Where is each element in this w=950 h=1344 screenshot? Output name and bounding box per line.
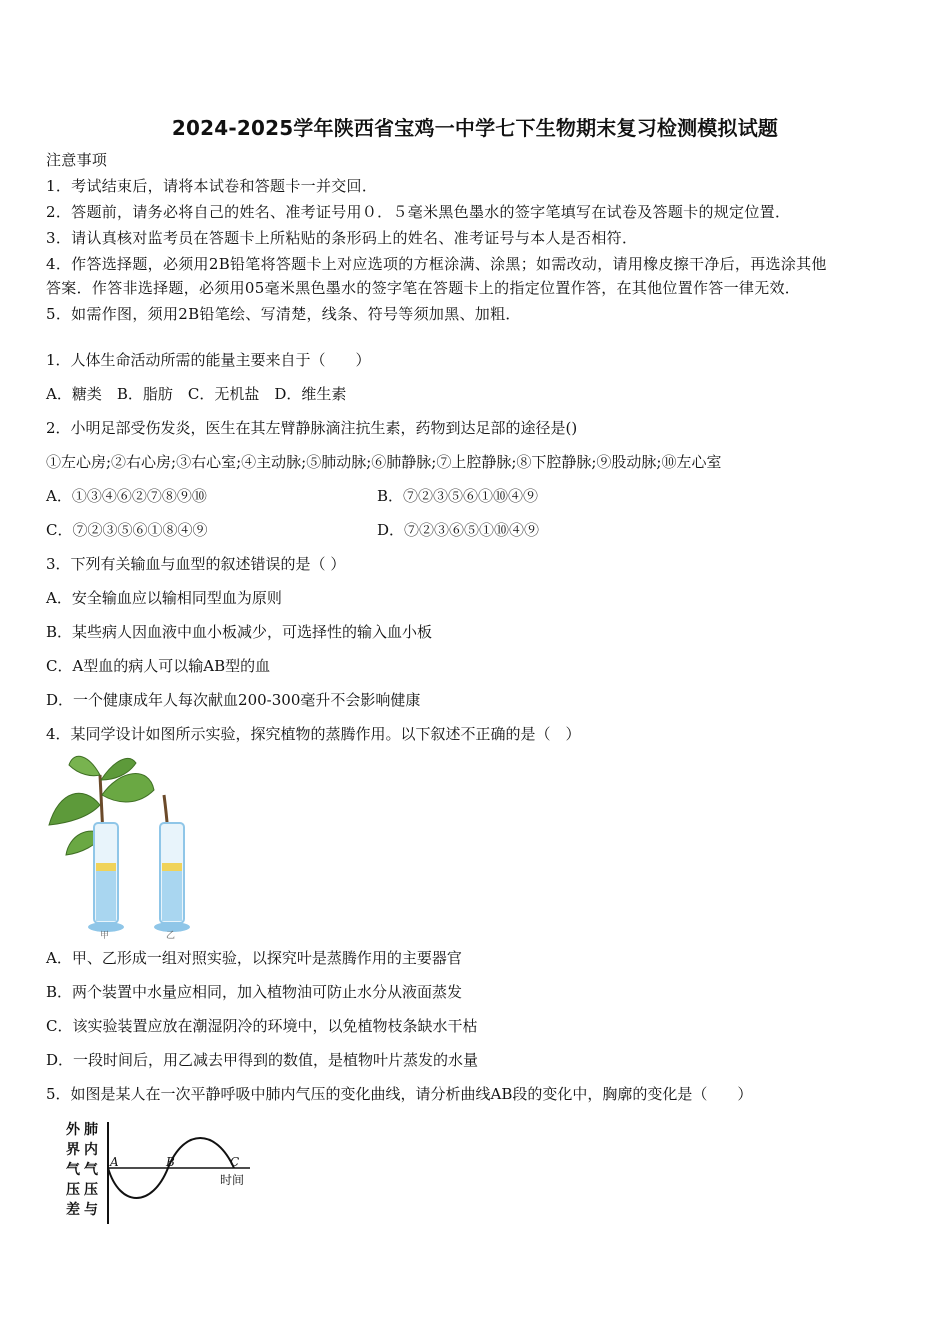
notice-item: 4．作答选择题，必须用2B铅笔将答题卡上对应选项的方框涂满、涂黑；如需改动，请用橡皮擦干净后，再选涂其他 — [46, 255, 827, 273]
question-4-option-d: D．一段时间后，用乙减去甲得到的数值，是植物叶片蒸发的水量 — [46, 1051, 479, 1069]
question-4-stem: 4．某同学设计如图所示实验，探究植物的蒸腾作用。以下叙述不正确的是（ ） — [46, 725, 581, 743]
y-label-left: 界 — [66, 1142, 80, 1158]
question-3-option-b: B．某些病人因血液中血小板减少，可选择性的输入血小板 — [46, 623, 433, 641]
x-axis-label: 时间 — [220, 1173, 245, 1187]
question-3-option-d: D．一个健康成年人每次献血200-300毫升不会影响健康 — [46, 691, 421, 709]
notice-item: 1．考试结束后，请将本试卷和答题卡一并交回． — [46, 177, 378, 195]
question-3-option-a: A．安全输血应以输相同型血为原则 — [46, 589, 282, 607]
lung-pressure-curve-figure — [62, 1118, 257, 1228]
tube-jia — [88, 823, 124, 932]
notice-item: 2．答题前，请务必将自己的姓名、准考证号用０．５毫米黑色墨水的签字笔填写在试卷及答题卡的规定位置． — [46, 203, 791, 221]
y-label-left: 差 — [66, 1202, 80, 1218]
question-2-option-d: D．⑦②③⑥⑤①⑩④⑨ — [377, 521, 540, 539]
question-4-option-a: A．甲、乙形成一组对照实验，以探究叶是蒸腾作用的主要器官 — [46, 949, 462, 967]
question-2-list: ①左心房;②右心房;③右心室;④主动脉;⑤肺动脉;⑥肺静脉;⑦上腔静脉;⑧下腔静脉;⑨股动脉;⑩左心室 — [46, 453, 722, 471]
label-yi: 乙 — [166, 931, 176, 940]
question-1-stem: 1．人体生命活动所需的能量主要来自于（ ） — [46, 351, 371, 369]
y-label-right: 气 — [84, 1162, 98, 1178]
y-label-left: 气 — [66, 1162, 80, 1178]
question-1-options: A．糖类 B．脂肪 C．无机盐 D．维生素 — [46, 385, 347, 403]
y-label-right: 压 — [84, 1182, 98, 1198]
y-label-right: 与 — [84, 1202, 98, 1218]
notice-item: 5．如需作图，须用2B铅笔绘、写清楚，线条、符号等须加黑、加粗． — [46, 305, 521, 323]
tube-yi — [154, 823, 190, 932]
question-2-stem: 2．小明足部受伤发炎，医生在其左臂静脉滴注抗生素，药物到达足部的途径是() — [46, 419, 578, 437]
question-4-option-c: C．该实验装置应放在潮湿阴冷的环境中，以免植物枝条缺水干枯 — [46, 1017, 478, 1035]
y-label-right: 内 — [84, 1142, 98, 1158]
y-label-right: 肺 — [84, 1122, 98, 1138]
question-4-option-b: B．两个装置中水量应相同，加入植物油可防止水分从液面蒸发 — [46, 983, 463, 1001]
label-jia: 甲 — [100, 931, 110, 940]
question-2-option-c: C．⑦②③⑤⑥①⑧④⑨ — [46, 521, 208, 539]
question-2-option-a: A．①③④⑥②⑦⑧⑨⑩ — [46, 487, 207, 505]
question-3-stem: 3．下列有关输血与血型的叙述错误的是（ ） — [46, 555, 346, 573]
y-label-left: 外 — [66, 1122, 80, 1138]
question-5-stem: 5．如图是某人在一次平静呼吸中肺内气压的变化曲线，请分析曲线AB段的变化中，胸廓的变化是（ ） — [46, 1085, 753, 1103]
page-title: 2024-2025学年陕西省宝鸡一中学七下生物期末复习检测模拟试题 — [171, 116, 779, 140]
question-2-option-b: B．⑦②③⑤⑥①⑩④⑨ — [377, 487, 539, 505]
notice-item: 答案．作答非选择题，必须用05毫米黑色墨水的签字笔在答题卡上的指定位置作答，在其他位置作答一律无效． — [46, 279, 801, 297]
point-b-label: B — [166, 1155, 175, 1169]
point-a-label: A — [110, 1155, 119, 1169]
notice-heading: 注意事项 — [46, 151, 108, 169]
transpiration-experiment-figure — [44, 745, 194, 940]
y-label-left: 压 — [66, 1182, 80, 1198]
notice-item: 3．请认真核对监考员在答题卡上所粘贴的条形码上的姓名、准考证号与本人是否相符． — [46, 229, 638, 247]
question-3-option-c: C．A型血的病人可以输AB型的血 — [46, 657, 271, 675]
point-c-label: C — [230, 1155, 240, 1169]
